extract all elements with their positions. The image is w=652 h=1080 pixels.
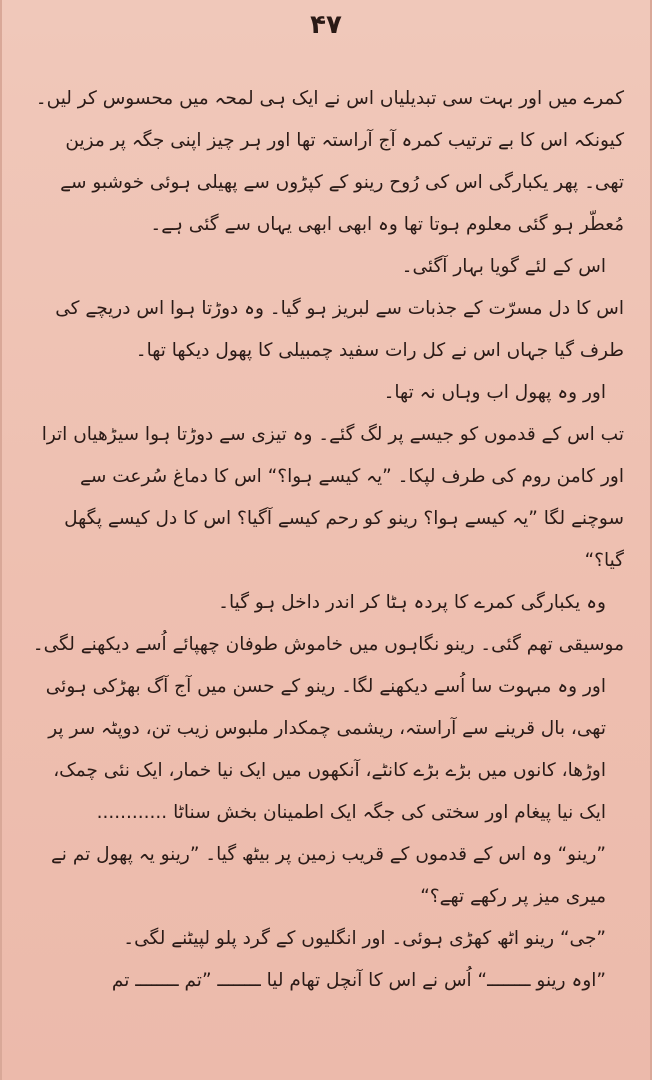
paragraph-10: ”جی“ رینو اٹھ کھڑی ہوئی۔ اور انگلیوں کے گرد پلو لپیٹنے لگی۔ <box>123 928 606 949</box>
paragraph-1: کمرے میں اور بہت سی تبدیلیاں اس نے ایک ہی لمحہ میں محسوس کر لیں۔ کیونکہ اس کا بے ترتیب کمرہ آج آراستہ تھا اور ہر چیز اپنی جگہ پر مزین تھی۔ پھر یکبارگی اس کی رُوح رینو کے کپڑوں سے پھیلی ہوئی خوشبو سے مُعطّر ہو گئی معلوم ہوتا تھا وہ ابھی ابھی یہاں سے گئی ہے۔ <box>35 88 624 235</box>
paragraph-3: اس کا دل مسرّت کے جذبات سے لبریز ہو گیا۔ وہ دوڑتا ہوا اس دریچے کی طرف گیا جہاں اس نے کل رات سفید چمبیلی کا پھول دیکھا تھا۔ <box>55 298 624 361</box>
paragraph-7: موسیقی تھم گئی۔ رینو نگاہوں میں خاموش طوفان چھپائے اُسے دیکھنے لگی۔ <box>32 634 624 655</box>
paragraph-2: اس کے لئے گویا بہار آگئی۔ <box>401 256 606 277</box>
page-body <box>26 78 624 1002</box>
paragraph-9: ”رینو“ وہ اس کے قدموں کے قریب زمین پر بیٹھ گیا۔ ”رینو یہ پھول تم نے میری میز پر رکھے تھے؟“ <box>50 844 606 907</box>
paragraph-4: اور وہ پھول اب وہاں نہ تھا۔ <box>383 382 606 403</box>
page-number: ۴۷ <box>310 10 342 40</box>
paragraph-11: ”اوہ رینو ــــــــ“ اُس نے اس کا آنچل تھام لیا ــــــــ ”تم ــــــــ تم <box>111 970 606 991</box>
paragraph-8: اور وہ مبہوت سا اُسے دیکھنے لگا۔ رینو کے حسن میں آج آگ بھڑکی ہوئی تھی، بال قرینے سے آراستہ، ریشمی چمکدار ملبوس زیب تن، دوپٹہ سر پر اوڑھا، کانوں میں بڑے بڑے کانٹے، آنکھوں میں ایک نیا خمار، ایک نئی چمک، ایک نیا پیغام اور سختی کی جگہ ایک اطمینان بخش سناٹا ............ <box>45 676 606 823</box>
paragraph-6: وہ یکبارگی کمرے کا پردہ ہٹا کر اندر داخل ہو گیا۔ <box>218 592 606 613</box>
paragraph-5: تب اس کے قدموں کو جیسے پر لگ گئے۔ وہ تیزی سے دوڑتا ہوا سیڑھیاں اترا اور کامن روم کی طرف لپکا۔ ”یہ کیسے ہوا؟“ اس کا دماغ سُرعت سے سوچنے لگا ”یہ کیسے ہوا؟ رینو کو رحم کیسے آگیا؟ اس کا دل کیسے پگھل گیا؟“ <box>41 424 624 571</box>
